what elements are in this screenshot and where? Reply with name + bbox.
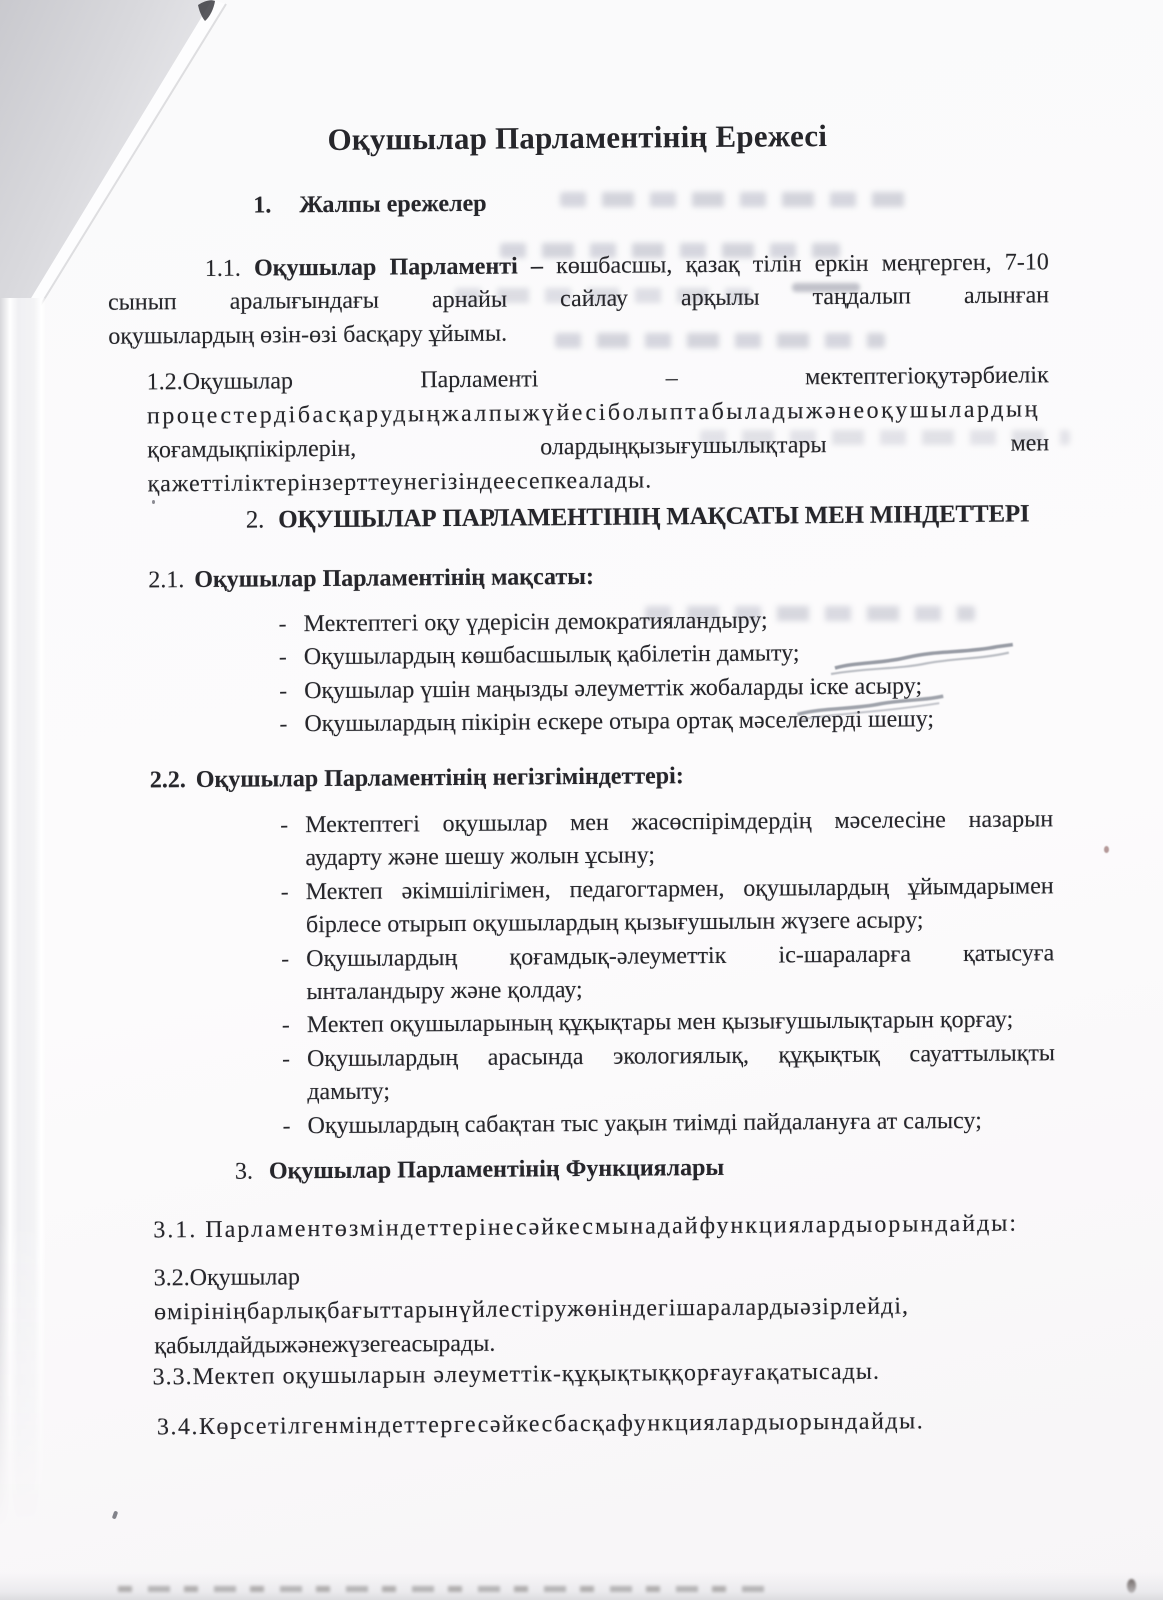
duty-line: Оқушылардың арасында экологиялық, құқықтық сауаттылықты xyxy=(306,1040,1056,1072)
list-item xyxy=(281,937,1055,1010)
document-title: Оқушылар Парламентінің Ережесі xyxy=(327,118,828,157)
duty-text xyxy=(306,937,1055,1010)
section-3-title: Оқушылар Парламентінің Функциялары xyxy=(268,1154,725,1185)
paragraph-line: 3.3.Мектеп оқушыларын әлеуметтік-құқықтыққорғауғақатысады. xyxy=(152,1358,881,1391)
paragraph-line: қабылдайдыжәнежүзегеасырады. xyxy=(154,1330,496,1360)
paragraph-3-3 xyxy=(152,1354,1092,1395)
duty-line: Мектептегі оқушылар мен жасөспірімдердің мәселесіне назарын xyxy=(305,806,1054,839)
bullet-dash: - xyxy=(281,1046,291,1073)
section-2-2-title: Оқушылар Парламентінің негізгіміндеттері: xyxy=(195,763,684,794)
list-item xyxy=(280,803,1054,876)
section-2-heading xyxy=(246,500,1030,534)
goal-text: Мектептегі оқу үдерісін демократияландыру; xyxy=(303,607,768,638)
paragraph-line: сынып аралығындағы арнайы сайлау арқылы таңдалып алынған xyxy=(107,282,1050,317)
duty-line: аударту және шешу жолын ұсыну; xyxy=(305,842,656,872)
bullet-dash: - xyxy=(280,812,289,839)
list-item xyxy=(281,870,1055,943)
duty-line: бірлесе отырып оқушылардың қызығушылын жүзеге асыру; xyxy=(305,907,924,939)
duties-list xyxy=(280,803,1056,1143)
paragraph-line: 3.2.Оқушылар xyxy=(153,1264,301,1292)
paragraph-line: қоғамдықпікірлерін, олардыңқызығушылықтары мен xyxy=(147,430,1050,464)
bold-lead: Оқушылар Парламенті – xyxy=(253,253,544,282)
paragraph-3-1 xyxy=(153,1207,1093,1248)
duty-line: ынталандыру және қолдау; xyxy=(306,976,583,1006)
bullet-dash: - xyxy=(280,879,289,906)
section-1-title: Жалпы ережелер xyxy=(299,190,487,219)
duty-text xyxy=(306,870,1055,943)
bullet-dash: - xyxy=(279,711,288,738)
bullet-dash: - xyxy=(278,644,287,671)
clause-number: 1.1. xyxy=(204,255,241,282)
goal-text: Оқушылардың пікірін ескере отыра ортақ мәселелерді шешу; xyxy=(304,706,935,738)
section-1-heading xyxy=(253,191,486,220)
section-2-1-title: Оқушылар Парламентінің мақсаты: xyxy=(194,563,595,594)
section-1-number: 1. xyxy=(253,192,272,219)
duty-line: дамыту; xyxy=(307,1078,391,1106)
line-text: көшбасшы, қазақ тілін еркін меңгерген, 7-10 xyxy=(556,249,1049,280)
paragraph-line: қажеттіліктерінзерттеунегізіндеесепкеалады. xyxy=(147,467,653,498)
paragraph-line: 3.1. Парламентөзміндеттерінесәйкесмынадайфункциялардыорындайды: xyxy=(153,1210,1019,1244)
paragraph-line: оқушылардың өзін-өзі басқару ұйымы. xyxy=(108,320,508,350)
paragraph-line: 3.4.Көрсетілгенміндеттергесәйкесбасқафункциялардыорындайды. xyxy=(156,1408,925,1441)
duty-text xyxy=(307,1104,1055,1143)
scan-edge-artifact xyxy=(118,1586,778,1592)
duty-line: Мектеп әкімшілігімен, педагогтармен, оқушылардың ұйымдарымен xyxy=(305,873,1054,905)
bullet-dash: - xyxy=(281,945,290,972)
section-3-number: 3. xyxy=(234,1158,254,1185)
goal-text: Оқушылар үшін маңызды әлеуметтік жобаларды іске асыру; xyxy=(304,673,923,704)
section-2-title: ОҚУШЫЛАР ПАРЛАМЕНТІНІҢ МАҚСАТЫ МЕН МІНДЕТТЕРІ xyxy=(278,500,1030,534)
section-2-2-heading xyxy=(150,763,684,794)
list-item xyxy=(282,1104,1055,1143)
paragraph-1-2 xyxy=(147,358,1050,501)
section-3-heading xyxy=(235,1155,724,1186)
section-2-2-number: 2.2. xyxy=(149,767,186,794)
paragraph-line: өмірініңбарлықбағыттарынүйлестіружөніндегішаралардыәзірлейді, xyxy=(153,1293,910,1326)
duty-text xyxy=(307,1037,1056,1110)
section-2-1-number: 2.1. xyxy=(148,567,185,594)
pen-scribble-artifact xyxy=(827,641,1022,681)
bullet-dash: - xyxy=(279,678,288,705)
duty-line: Оқушылардың сабақтан тыс уақын тиімді пайдалануға ат салысу; xyxy=(307,1107,982,1139)
bullet-dash: - xyxy=(282,1112,291,1139)
duty-line: Мектеп оқушыларының құқықтары мен қызығушылықтарын қорғау; xyxy=(306,1006,1014,1039)
bullet-dash: - xyxy=(281,1012,290,1039)
section-2-number: 2. xyxy=(245,506,265,534)
paragraph-line: процестердібасқарудыңжалпыжүйесіболыптабыладыжәнеоқушылардың xyxy=(146,396,1040,430)
paragraph-3-2 xyxy=(154,1254,1095,1363)
paragraph-line: 1.2.Оқушылар Парламенті – мектептегіоқутәрбиелік xyxy=(146,362,1049,396)
list-item xyxy=(282,1037,1056,1110)
goal-text: Оқушылардың көшбасшылық қабілетін дамыту; xyxy=(303,640,800,671)
bullet-dash: - xyxy=(278,611,287,638)
pen-scribble-artifact xyxy=(791,691,951,722)
section-2-1-heading xyxy=(148,564,594,594)
paragraph-1-1 xyxy=(108,246,1050,354)
duty-line: Оқушылардың қоғамдық-әлеуметтік іс-шараларға қатысуға xyxy=(306,939,1055,972)
paragraph-3-4 xyxy=(157,1404,1097,1445)
duty-text xyxy=(305,803,1054,876)
